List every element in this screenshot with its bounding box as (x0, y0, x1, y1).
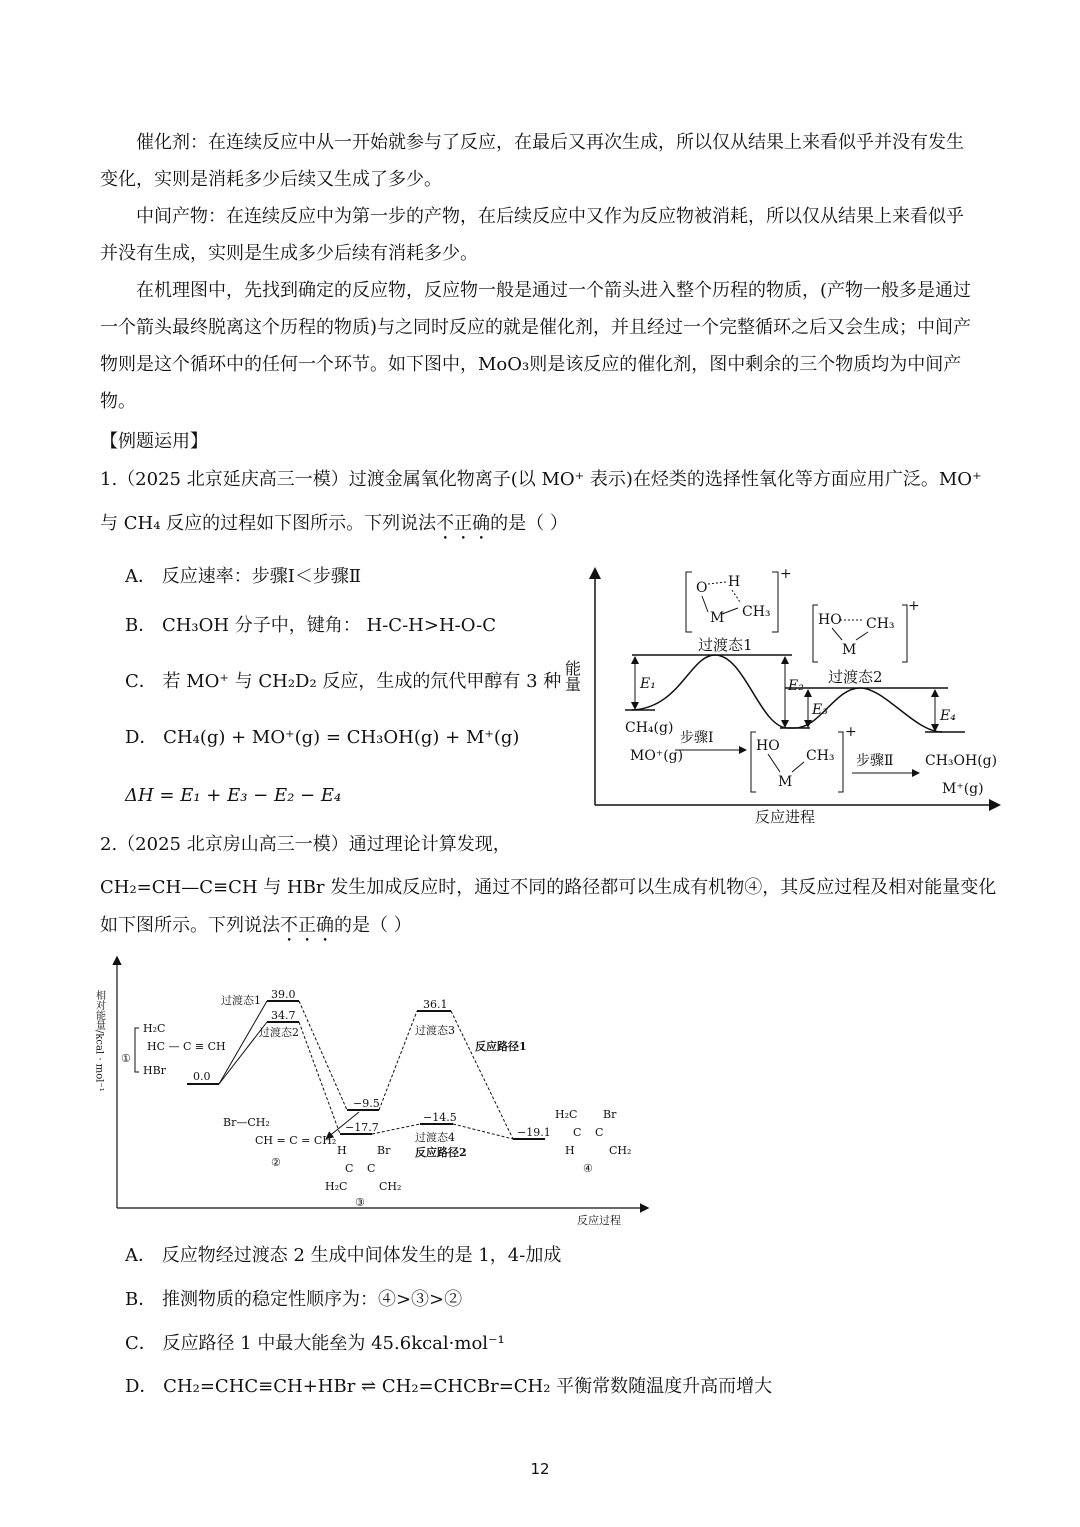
q1-y-label: 能量 (562, 660, 582, 692)
q1-stem-line1: 1.（2025 北京延庆高三一模）过渡金属氧化物离子(以 MO⁺ 表示)在烃类的选择性氧化等方面应用广泛。MO⁺ (100, 469, 982, 490)
svg-text:CH₃: CH₃ (806, 748, 835, 764)
q2-emphasis: 不正确 (280, 915, 334, 936)
q1-product-2: M⁺(g) (942, 781, 984, 797)
q1-reactant-2: MO⁺(g) (630, 748, 684, 764)
q1-ts1-label: 过渡态1 (698, 636, 753, 654)
svg-text:CH₃: CH₃ (866, 616, 895, 632)
q2-ts2-label: 过渡态2 (259, 1026, 299, 1039)
svg-text:CH₃: CH₃ (742, 604, 771, 620)
q1-reactant-1: CH₄(g) (625, 720, 674, 736)
paragraph-catalyst: 催化剂：在连续反应中从一开始就参与了反应，在最后又再次生成，所以仅从结果上来看似乎并没有发生变化，实则是消耗多少后续又生成了多少。 (100, 132, 964, 190)
q1-e3: E₃ (812, 702, 828, 718)
q1-e1: E₁ (640, 676, 656, 692)
q2-option-c: C． 反应路径 1 中最大能垒为 45.6kcal·mol⁻¹ (125, 1333, 505, 1354)
svg-text:③: ③ (355, 1196, 365, 1209)
q1-e2: E₂ (788, 678, 804, 694)
q1-energy-curve (632, 655, 942, 732)
svg-text:CH₂: CH₂ (379, 1180, 402, 1193)
svg-text:HC — C ≡ CH: HC — C ≡ CH (147, 1040, 226, 1053)
q1-step2-label: 步骤Ⅱ (856, 753, 894, 769)
q2-path1-label: 反应路径1 (475, 1040, 527, 1053)
svg-text:CH = C = CH₂: CH = C = CH₂ (255, 1134, 337, 1147)
q1-option-a: A． 反应速率：步骤Ⅰ＜步骤Ⅱ (125, 566, 362, 587)
svg-text:+: + (780, 566, 792, 582)
q2-y-label: 相对能量/kcal · mol⁻¹ (93, 990, 105, 1092)
q1-option-b: B． CH₃OH 分子中，键角： H-C-H>H-O-C (125, 615, 496, 636)
q2-val-347: 34.7 (271, 1009, 296, 1022)
q2-option-d: D． CH₂=CHC≡CH+HBr ⇌ CH₂=CHCBr=CH₂ 平衡常数随温度升高而增大 (125, 1376, 773, 1397)
q2-stem-line3: 如下图所示。下列说法不正确的是（ ） (100, 915, 412, 936)
q2-val-m145: −14.5 (423, 1111, 457, 1124)
q1-stem-line2: 与 CH₄ 反应的过程如下图所示。下列说法不正确的是（ ） (100, 513, 568, 534)
q1-product-1: CH₃OH(g) (925, 753, 998, 769)
svg-text:④: ④ (583, 1162, 593, 1175)
paragraph-intermediate: 中间产物：在连续反应中为第一步的产物，在后续反应中又作为反应物被消耗，所以仅从结果上来看似乎并没有生成，实则是生成多少后续有消耗多少。 (100, 206, 964, 264)
q2-val-361: 36.1 (423, 998, 448, 1011)
section-title: 【例题运用】 (100, 431, 208, 452)
svg-text:+: + (845, 724, 857, 740)
q2-val-0: 0.0 (193, 1070, 211, 1083)
svg-text:+: + (908, 598, 920, 614)
svg-text:C: C (367, 1162, 376, 1175)
svg-text:Br: Br (377, 1144, 391, 1157)
q1-energy-diagram (562, 560, 1010, 830)
svg-text:②: ② (271, 1156, 281, 1169)
svg-text:①: ① (121, 1052, 131, 1065)
q2-ts1-label: 过渡态1 (221, 994, 261, 1007)
q1-emphasis: 不正确 (436, 513, 491, 534)
q2-path2-label: 反应路径2 (415, 1146, 467, 1159)
svg-text:M: M (842, 642, 857, 658)
svg-text:H₂C: H₂C (143, 1022, 166, 1035)
q2-val-39: 39.0 (271, 988, 296, 1001)
svg-text:CH₂: CH₂ (609, 1144, 632, 1157)
q2-option-a: A． 反应物经过渡态 2 生成中间体发生的是 1，4-加成 (125, 1245, 562, 1266)
svg-text:M: M (778, 774, 793, 790)
q1-x-label: 反应进程 (755, 808, 816, 826)
q1-option-d: D． CH₄(g) + MO⁺(g) = CH₃OH(g) + M⁺(g) (125, 727, 520, 748)
svg-text:Br: Br (603, 1108, 617, 1121)
q2-ts4-label: 过渡态4 (415, 1131, 455, 1144)
svg-text:C: C (345, 1162, 354, 1175)
q2-stem-line2: CH₂=CH—C≡CH 与 HBr 发生加成反应时，通过不同的路径都可以生成有机物④，其反应过程及相对能量变化 (100, 877, 997, 898)
q2-molecule-4 (555, 1108, 631, 1175)
q1-option-c: C． 若 MO⁺ 与 CH₂D₂ 反应，生成的氘代甲醇有 3 种 (125, 671, 562, 692)
q2-energy-diagram (95, 950, 655, 1230)
q2-val-m95: −9.5 (353, 1097, 380, 1110)
q1-e4: E₄ (940, 708, 956, 724)
q1-ts1-structure (686, 566, 792, 632)
svg-text:H: H (728, 574, 741, 590)
q1-ts2-structure (813, 598, 920, 662)
svg-text:M: M (710, 610, 725, 626)
svg-text:HO: HO (818, 612, 842, 628)
q2-option-b: B． 推测物质的稳定性顺序为：④>③>② (125, 1289, 463, 1310)
svg-text:O: O (696, 580, 708, 596)
svg-text:C: C (595, 1126, 604, 1139)
q2-val-m177: −17.7 (345, 1121, 379, 1134)
svg-text:C: C (573, 1126, 582, 1139)
svg-text:HBr: HBr (143, 1064, 166, 1077)
q2-val-m191: −19.1 (517, 1126, 551, 1139)
q1-step1-label: 步骤Ⅰ (680, 730, 714, 746)
q1-option-d-formula: ΔH = E₁ + E₃ − E₂ − E₄ (125, 785, 342, 806)
q2-molecule-2 (223, 1116, 336, 1169)
q1-intermediate-structure (751, 724, 857, 792)
paragraph-mechanism: 在机理图中，先找到确定的反应物，反应物一般是通过一个箭头进入整个历程的物质，(产物一般多是通过一个箭头最终脱离这个历程的物质)与之同时反应的就是催化剂，并且经过一个完整循环之后又会生成；中间产物则是这个循环中的任何一个环节。如下图中，MoO₃则是该反应的催化剂，图中剩余的三个物质均为中间产物。 (100, 280, 972, 412)
svg-text:H₂C: H₂C (325, 1180, 348, 1193)
svg-text:H: H (565, 1144, 575, 1157)
svg-text:HO: HO (756, 738, 780, 754)
q2-molecule-3 (325, 1144, 401, 1209)
q2-ts3-label: 过渡态3 (415, 1024, 455, 1037)
svg-text:H: H (337, 1144, 347, 1157)
q1-ts2-label: 过渡态2 (828, 668, 883, 686)
q2-stem-line1: 2.（2025 北京房山高三一模）通过理论计算发现， (100, 834, 511, 855)
svg-text:H₂C: H₂C (555, 1108, 578, 1121)
page-number: 12 (530, 1460, 550, 1478)
q2-x-label: 反应过程 (577, 1214, 621, 1227)
q2-molecule-1 (121, 1022, 226, 1077)
svg-text:Br—CH₂: Br—CH₂ (223, 1116, 270, 1129)
